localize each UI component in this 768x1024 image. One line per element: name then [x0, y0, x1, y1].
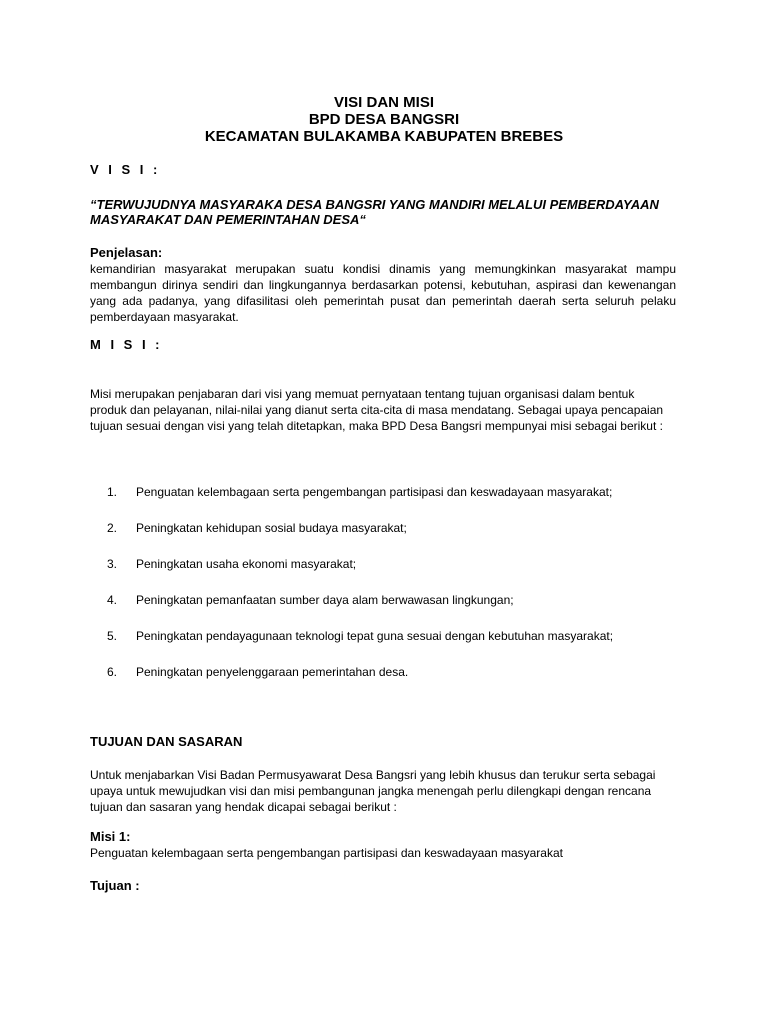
misi-heading: M I S I :: [90, 337, 163, 352]
tujuan-sasaran-heading: TUJUAN DAN SASARAN: [90, 734, 243, 749]
list-item: [107, 484, 687, 520]
list-item: [107, 556, 687, 592]
visi-statement: “TERWUJUDNYA MASYARAKA DESA BANGSRI YANG MANDIRI MELALUI PEMBERDAYAAN MASYARAKAT DAN PEMERINTAHAN DESA“: [90, 197, 659, 227]
list-item-text: Peningkatan pemanfaatan sumber daya alam berwawasan lingkungan;: [136, 593, 514, 607]
title-line-2: BPD DESA BANGSRI: [308, 111, 460, 128]
title-line-1: VISI DAN MISI: [333, 94, 434, 111]
list-item: [107, 520, 687, 556]
misi1-text: Penguatan kelembagaan serta pengembangan partisipasi dan keswadayaan masyarakat: [90, 846, 563, 860]
document-title: [0, 94, 768, 145]
list-item-text: Peningkatan kehidupan sosial budaya masyarakat;: [136, 521, 407, 535]
list-item: [107, 628, 687, 664]
list-item-number: 2.: [107, 521, 118, 535]
list-item-number: 5.: [107, 629, 118, 643]
tujuan-label: Tujuan :: [90, 878, 140, 893]
list-item: [107, 592, 687, 628]
list-item-text: Peningkatan usaha ekonomi masyarakat;: [136, 557, 357, 571]
list-item-text: Peningkatan pendayagunaan teknologi tepat guna sesuai dengan kebutuhan masyarakat;: [136, 629, 614, 643]
explanation-text: kemandirian masyarakat merupakan suatu kondisi dinamis yang memungkinkan masyarakat mampu membangun dirinya sendiri dan lingkungannya berdasarkan potensi, kebutuhan, aspirasi dan kewenangan yang ada padanya, yang difasilitasi oleh pemerintah pusat dan pemerintah daerah serta seluruh pelaku pemberdayaan masyarakat.: [90, 262, 676, 324]
tujuan-sasaran-intro: Untuk menjabarkan Visi Badan Permusyawarat Desa Bangsri yang lebih khusus dan terukur serta sebagai upaya untuk mewujudkan visi dan misi pembangunan jangka menengah perlu dilengkapi dengan rencana tujuan dan sasaran yang hendak dicapai sebagai berikut :: [90, 768, 656, 814]
list-item-number: 6.: [107, 665, 118, 679]
list-item: [107, 664, 687, 700]
explanation-label: Penjelasan:: [90, 245, 163, 260]
list-item-number: 1.: [107, 485, 118, 499]
misi1-label: Misi 1:: [90, 829, 131, 844]
list-item-number: 3.: [107, 557, 118, 571]
misi-intro: Misi merupakan penjabaran dari visi yang memuat pernyataan tentang tujuan organisasi dalam bentuk produk dan pelayanan, nilai-nilai yang dianut serta cita-cita di masa mendatang. Sebagai upaya pencapaian tujuan sesuai dengan visi yang telah ditetapkan, maka BPD Desa Bangsri mempunyai misi sebagai berikut :: [90, 387, 664, 433]
list-item-text: Penguatan kelembagaan serta pengembangan partisipasi dan keswadayaan masyarakat;: [136, 485, 613, 499]
title-line-3: KECAMATAN BULAKAMBA KABUPATEN BREBES: [204, 128, 564, 145]
visi-heading: V I S I :: [90, 162, 161, 177]
mission-list: [107, 484, 687, 700]
list-item-number: 4.: [107, 593, 118, 607]
list-item-text: Peningkatan penyelenggaraan pemerintahan desa.: [136, 665, 409, 679]
